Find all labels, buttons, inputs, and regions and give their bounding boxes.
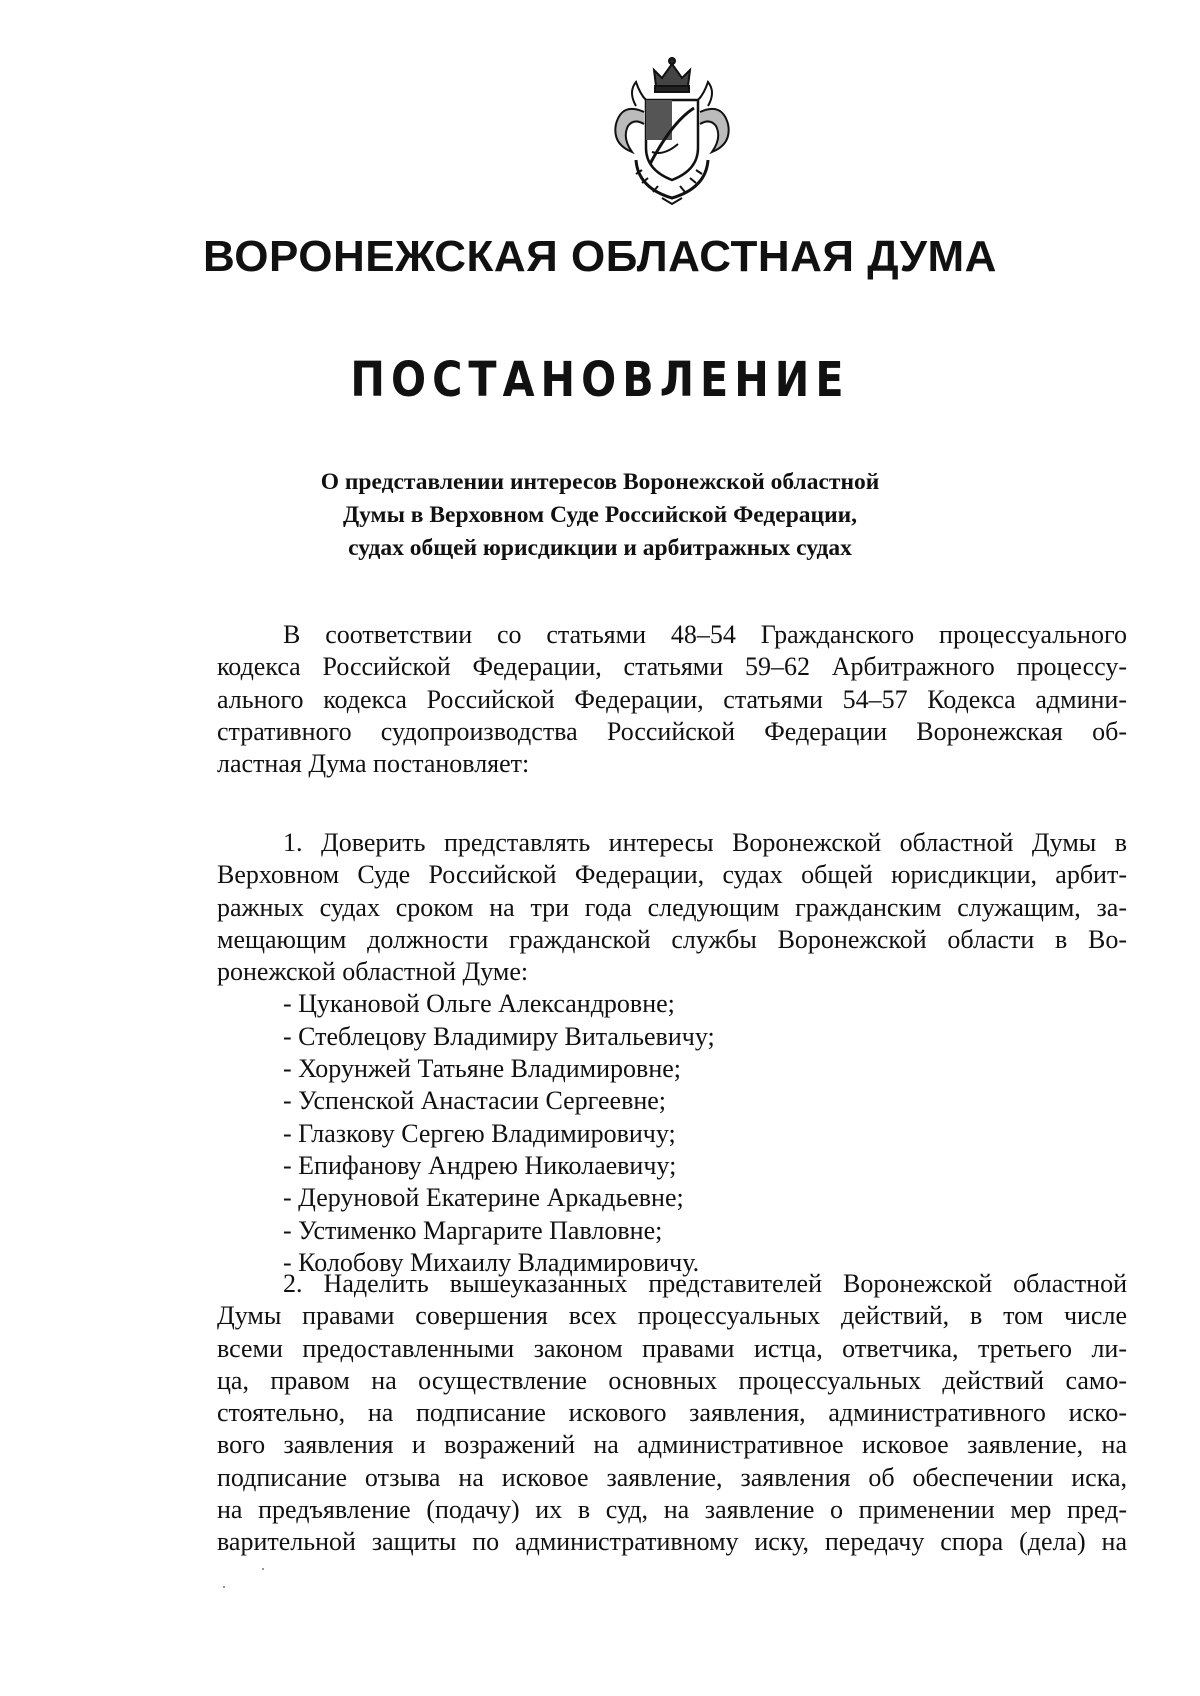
text-line: всеми предоставленными законом правами истца, ответчика, третьего ли- <box>217 1333 1127 1363</box>
text-line: ражных судах сроком на три года следующим гражданским служащим, за- <box>217 892 1127 922</box>
preamble-paragraph <box>217 619 1127 780</box>
text-line: Думы правами совершения всех процессуальных действий, в том числе <box>217 1301 1127 1331</box>
document-type-title: ПОСТАНОВЛЕНИЕ <box>350 352 850 408</box>
list-item: - Цукановой Ольге Александровне; <box>283 989 675 1019</box>
list-item: - Деруновой Екатерине Аркадьевне; <box>283 1183 684 1213</box>
clause-1 <box>217 827 1127 1279</box>
text-line: вого заявления и возражений на административное исковое заявление, на <box>217 1430 1127 1460</box>
text-line: ального кодекса Российской Федерации, статьями 54–57 Кодекса админи- <box>217 684 1127 714</box>
text-line: подписание отзыва на исковое заявление, заявления об обеспечении иска, <box>217 1462 1127 1492</box>
list-item: - Епифанову Андрею Николаевичу; <box>283 1150 677 1180</box>
list-item: - Устименко Маргарите Павловне; <box>283 1215 663 1245</box>
list-item: - Колобову Михаилу Владимировичу. <box>283 1247 700 1277</box>
scan-speck <box>262 1568 264 1570</box>
clause-2 <box>217 1268 1127 1559</box>
list-item: - Глазкову Сергею Владимировичу; <box>283 1118 676 1148</box>
text-line: ронежской областной Думе: <box>217 957 529 987</box>
list-item: - Стеблецову Владимиру Витальевичу; <box>283 1021 715 1051</box>
subject-line: судах общей юрисдикции и арбитражных судах <box>348 535 852 561</box>
text-line: Верховном Суде Российской Федерации, судах общей юрисдикции, арбит- <box>217 860 1127 890</box>
subject-line: Думы в Верховном Суде Российской Федерации, <box>342 502 858 528</box>
organization-title: ВОРОНЕЖСКАЯ ОБЛАСТНАЯ ДУМА <box>203 232 997 281</box>
representatives-list <box>217 988 1127 1279</box>
scan-speck <box>223 1586 225 1588</box>
text-line: 1. Доверить представлять интересы Воронежской областной Думы в <box>283 828 1127 857</box>
list-item: - Хорунжей Татьяне Владимировне; <box>283 1054 681 1084</box>
text-line: стоятельно, на подписание искового заявления, административного иско- <box>217 1398 1127 1428</box>
text-line: ца, правом на осуществление основных процессуальных действий само- <box>217 1365 1127 1395</box>
text-line: ластная Дума постановляет: <box>217 749 530 779</box>
list-item: - Успенской Анастасии Сергеевне; <box>283 1086 667 1116</box>
text-line: стративного судопроизводства Российской Федерации Воронежская об- <box>217 716 1127 746</box>
subject-line: О представлении интересов Воронежской областной <box>320 469 880 495</box>
text-line: 2. Наделить вышеуказанных представителей Воронежской областной <box>283 1269 1127 1298</box>
voronezh-region-coat-of-arms-icon <box>592 52 752 212</box>
text-line: варительной защиты по административному иску, передачу спора (дела) на <box>217 1527 1127 1557</box>
resolution-subject <box>0 466 1200 565</box>
text-line: В соответствии со статьями 48–54 Гражданского процессуального <box>283 620 1127 649</box>
text-line: на предъявление (подачу) их в суд, на заявление о применении мер пред- <box>217 1495 1127 1525</box>
text-line: кодекса Российской Федерации, статьями 59–62 Арбитражного процессу- <box>217 652 1127 682</box>
text-line: мещающим должности гражданской службы Воронежской области в Во- <box>217 924 1127 954</box>
